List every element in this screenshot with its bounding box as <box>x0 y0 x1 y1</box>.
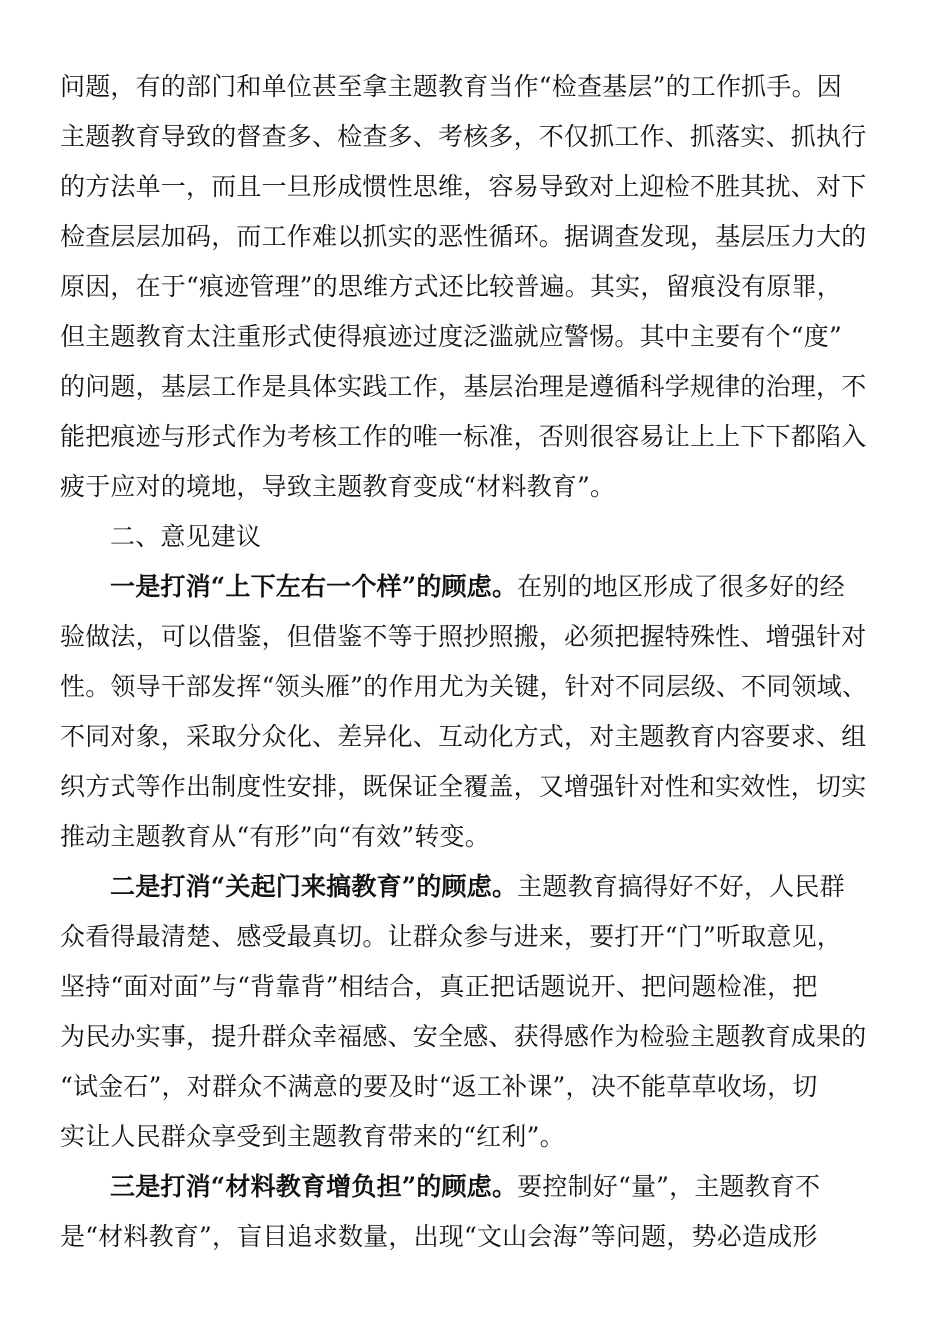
point-lead: 三是打消“材料教育增负担”的顾虑。 <box>110 1172 518 1201</box>
point-text: 在别的地区形成了很多好的经 <box>517 572 845 601</box>
paragraph-continuation <box>60 62 890 512</box>
paragraph-point-1 <box>60 562 890 862</box>
paragraph-point-2 <box>60 862 890 1162</box>
section-heading: 二、意见建议 <box>110 522 262 551</box>
text-line: 织方式等作出制度性安排，既保证全覆盖，又增强针对性和实效性，切实 <box>60 772 867 801</box>
text-line: 的方法单一，而且一旦形成惯性思维，容易导致对上迎检不胜其扰、对下 <box>60 172 867 201</box>
text-line <box>60 562 890 612</box>
text-line: 不同对象，采取分众化、差异化、互动化方式，对主题教育内容要求、组 <box>60 722 867 751</box>
point-text: 要控制好“量”，主题教育不 <box>517 1172 821 1201</box>
text-line: 坚持“面对面”与“背靠背”相结合，真正把话题说开、把问题检准，把 <box>60 972 818 1001</box>
text-line: 疲于应对的境地，导致主题教育变成“材料教育”。 <box>60 472 616 501</box>
point-lead: 一是打消“上下左右一个样”的顾虑。 <box>110 572 518 601</box>
text-line: 原因，在于“痕迹管理”的思维方式还比较普遍。其实，留痕没有原罪， <box>60 272 842 301</box>
text-line: 主题教育导致的督查多、检查多、考核多，不仅抓工作、抓落实、抓执行 <box>60 122 867 151</box>
text-line: 为民办实事，提升群众幸福感、安全感、获得感作为检验主题教育成果的 <box>60 1022 867 1051</box>
text-line: 是“材料教育”，盲目追求数量，出现“文山会海”等问题，势必造成形 <box>60 1222 818 1251</box>
text-line: 问题，有的部门和单位甚至拿主题教育当作“检查基层”的工作抓手。因 <box>60 72 842 101</box>
text-line: 检查层层加码，而工作难以抓实的恶性循环。据调查发现，基层压力大的 <box>60 222 867 251</box>
text-line: 推动主题教育从“有形”向“有效”转变。 <box>60 822 490 851</box>
text-line: 众看得最清楚、感受最真切。让群众参与进来，要打开“门”听取意见， <box>60 922 842 951</box>
text-line: 但主题教育太注重形式使得痕迹过度泛滥就应警惕。其中主要有个“度” <box>60 322 842 351</box>
text-line <box>60 862 890 912</box>
point-text: 主题教育搞得好不好，人民群 <box>517 872 845 901</box>
text-line <box>60 1162 890 1212</box>
text-line: 验做法，可以借鉴，但借鉴不等于照抄照搬，必须把握特殊性、增强针对 <box>60 622 867 651</box>
text-line: “试金石”，对群众不满意的要及时“返工补课”，决不能草草收场，切 <box>60 1072 818 1101</box>
text-line: 的问题，基层工作是具体实践工作，基层治理是遵循科学规律的治理，不 <box>60 372 867 401</box>
text-line: 性。领导干部发挥“领头雁”的作用尤为关键，针对不同层级、不同领域、 <box>60 672 868 701</box>
text-line: 能把痕迹与形式作为考核工作的唯一标准，否则很容易让上上下下都陷入 <box>60 422 867 451</box>
point-lead: 二是打消“关起门来搞教育”的顾虑。 <box>110 872 518 901</box>
document-body <box>60 62 890 1262</box>
paragraph-point-3 <box>60 1162 890 1262</box>
text-line: 实让人民群众享受到主题教育带来的“红利”。 <box>60 1122 565 1151</box>
